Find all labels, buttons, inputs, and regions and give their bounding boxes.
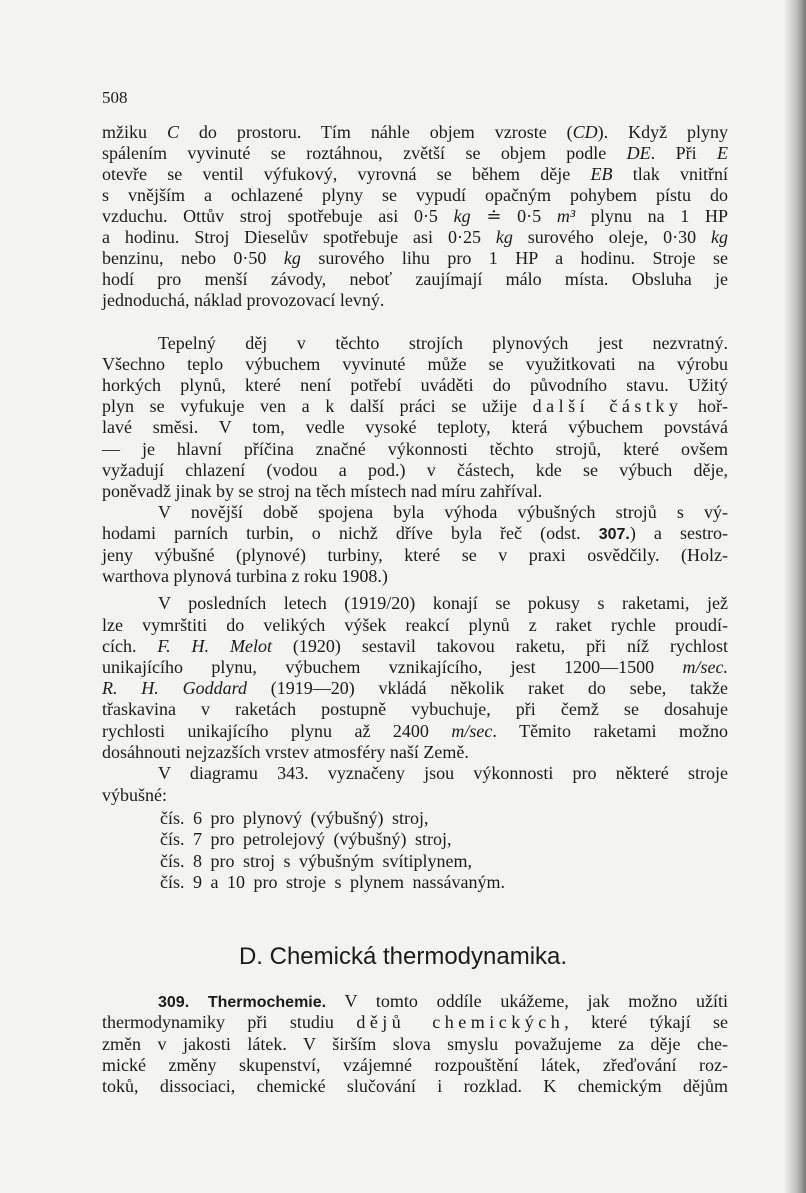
text-line <box>158 501 728 523</box>
text-segment: cích. <box>102 636 158 656</box>
text-segment: mické změny skupenství, vzájemné rozpouštění látek, zřeďování roz- <box>102 1055 728 1075</box>
text-line <box>160 828 451 850</box>
page-number: 508 <box>102 88 128 107</box>
text-line <box>158 762 728 784</box>
text-line <box>102 1011 728 1033</box>
text-segment: surového oleje, 0·30 <box>512 227 712 247</box>
text-segment: hodí pro menší závody, neboť zaujímají málo místa. Obsluha je <box>102 269 728 289</box>
text-segment: — je hlavní příčina značné výkonnosti těchto strojů, které ovšem <box>102 439 728 459</box>
italic-text: C <box>166 122 179 142</box>
text-segment: thermodynamiky při studiu <box>102 1012 357 1032</box>
text-segment: warthova plynová turbina z roku 1908.) <box>102 566 388 586</box>
text-segment: třaskavina v raketách postupně vybuchuje, při čemž se dosahuje <box>102 699 728 719</box>
italic-text: kg <box>495 227 513 247</box>
text-line <box>158 592 728 614</box>
text-segment: otevře se ventil výfukový, vyrovná se během děje <box>102 164 591 184</box>
text-line <box>102 480 728 502</box>
text-line <box>160 807 428 829</box>
text-segment: rychlosti unikajícího plynu až 2400 <box>102 721 452 741</box>
text-segment: spálením vyvinuté se roztáhnou, zvětší se objem podle <box>102 143 627 163</box>
text-line <box>102 741 728 763</box>
text-segment: Tepelný děj v těchto strojích plynových jest nezvratný. <box>158 333 728 353</box>
italic-text: m/sec. <box>682 657 728 677</box>
text-segment: čís. 6 pro plynový (výbušný) stroj, <box>160 808 429 828</box>
text-segment: (1920) sestavil takovou raketu, při níž rychlost <box>271 636 728 656</box>
text-line <box>102 677 728 699</box>
text-segment: čís. 8 pro stroj s výbušným svítiplynem, <box>160 851 472 871</box>
text-segment: V tomto oddíle ukážeme, jak možno užíti <box>326 991 728 1011</box>
text-segment: V diagramu 343. vyznačeny jsou výkonnosti pro některé stroje <box>158 763 728 783</box>
text-segment: Všechno teplo výbuchem vyvinuté může se využitkovati na výrobu <box>102 354 728 374</box>
text-segment: s vnějším a ochlazené plyny se vypudí opačným pohybem pístu do <box>102 185 728 205</box>
bold-text: 307. <box>598 526 630 543</box>
text-segment: poněvadž jinak by se stroj na těch místech nad míru zahříval. <box>102 481 543 501</box>
text-segment: hoř- <box>682 396 728 416</box>
page-edge-shadow <box>784 0 806 1193</box>
text-line <box>102 1033 728 1055</box>
text-segment: mžiku <box>102 122 167 142</box>
text-line <box>102 395 728 417</box>
text-line <box>102 698 728 720</box>
text-line <box>102 416 728 438</box>
text-line <box>102 459 728 481</box>
text-segment: plynu na 1 HP <box>575 206 729 226</box>
text-segment: plyn se vyfukuje ven a k další práci se užije <box>102 396 533 416</box>
text-segment: jednoduchá, náklad provozovací levný. <box>102 290 385 310</box>
text-line <box>102 226 728 248</box>
text-segment: horkých plynů, které není potřebí uváděti do původního stavu. Užitý <box>102 375 728 395</box>
text-line <box>102 268 728 290</box>
italic-text: CD <box>572 122 598 142</box>
text-line <box>102 1075 728 1097</box>
text-segment: ). Když plyny <box>597 122 728 142</box>
text-line <box>160 850 472 872</box>
text-segment: lze vymrštiti do velikých výšek reakcí plynů z raket rychle proudí- <box>102 615 728 635</box>
text-line <box>102 374 728 396</box>
text-line <box>102 522 728 544</box>
text-segment: . Těmito raketami možno <box>492 721 728 741</box>
text-segment: V posledních letech (1919/20) konají se pokusy s raketami, jež <box>158 593 728 613</box>
italic-text: F. H. Melot <box>157 636 272 656</box>
text-line <box>102 163 728 185</box>
text-segment: . Při <box>650 143 717 163</box>
italic-text: kg <box>283 248 301 268</box>
text-segment: toků, dissociaci, chemické slučování i rozklad. K chemickým dějům <box>102 1076 728 1096</box>
text-segment: unikajícího plynu, výbuchem vznikajícího, jest 1200—1500 <box>102 657 683 677</box>
text-segment: vyžadují chlazení (vodou a pod.) v částech, kde se výbuch děje, <box>102 460 728 480</box>
text-line <box>102 142 728 164</box>
text-segment: a hodinu. Stroj Dieselův spotřebuje asi 0·25 <box>102 227 496 247</box>
text-segment: vzduchu. Ottův stroj spotřebuje asi 0·5 <box>102 206 454 226</box>
text-line <box>102 438 728 460</box>
text-line <box>102 565 728 587</box>
text-segment: benzinu, nebo 0·50 <box>102 248 284 268</box>
italic-text: m³ <box>556 206 576 226</box>
italic-text: kg <box>711 227 729 247</box>
bold-text: 309. Thermochemie. <box>158 994 327 1011</box>
italic-text: EB <box>590 164 613 184</box>
text-segment: změn v jakosti látek. V širším slova smyslu považujeme za děje che- <box>102 1034 728 1054</box>
text-line <box>102 544 728 566</box>
text-line <box>102 656 728 678</box>
text-segment: ) a sestro- <box>629 523 728 543</box>
text-line <box>102 614 728 636</box>
text-line <box>102 289 728 311</box>
text-line <box>102 205 728 227</box>
text-line <box>160 871 505 893</box>
text-segment: výbušné: <box>102 785 167 805</box>
text-segment: hodami parních turbin, o nichž dříve byla řeč (odst. <box>102 523 599 543</box>
text-line <box>158 990 728 1012</box>
text-line <box>102 247 728 269</box>
text-segment: dosáhnouti nejzazších vrstev atmosféry naší Země. <box>102 742 469 762</box>
text-line <box>102 1054 728 1076</box>
text-segment: čís. 7 pro petrolejový (výbušný) stroj, <box>160 829 452 849</box>
text-segment: čís. 9 a 10 pro stroje s plynem nassávaným. <box>160 872 505 892</box>
text-line <box>102 720 728 742</box>
text-segment: lavé směsi. V tom, vedle vysoké teploty, která výbuchem povstává <box>102 417 728 437</box>
text-segment: ≐ 0·5 <box>470 206 557 226</box>
text-line <box>102 635 728 657</box>
text-segment: , které týkají se <box>564 1012 729 1032</box>
text-segment: jeny výbušné (plynové) turbiny, které se v praxi osvědčily. (Holz- <box>102 545 728 565</box>
text-segment: V novější době spojena byla výhoda výbušných strojů s vý- <box>158 502 728 522</box>
text-line <box>102 353 728 375</box>
text-segment: tlak vnitřní <box>612 164 728 184</box>
italic-text: kg <box>453 206 471 226</box>
text-segment: surového lihu pro 1 HP a hodinu. Stroje se <box>300 248 729 268</box>
section-heading: D. Chemická thermodynamika. <box>238 943 568 970</box>
spaced-text: dějů chemických <box>356 1012 565 1032</box>
italic-text: DE <box>626 143 651 163</box>
text-line <box>102 784 728 806</box>
italic-text: m/sec <box>451 721 493 741</box>
spaced-text: další částky <box>532 396 683 416</box>
text-segment: do prostoru. Tím náhle objem vzroste ( <box>178 122 573 142</box>
italic-text: E <box>717 143 728 163</box>
text-line <box>102 121 728 143</box>
text-segment: (1919—20) vkládá několik raket do sebe, takže <box>246 678 728 698</box>
italic-text: R. H. Goddard <box>102 678 247 698</box>
text-line <box>158 332 728 354</box>
text-line <box>102 184 728 206</box>
